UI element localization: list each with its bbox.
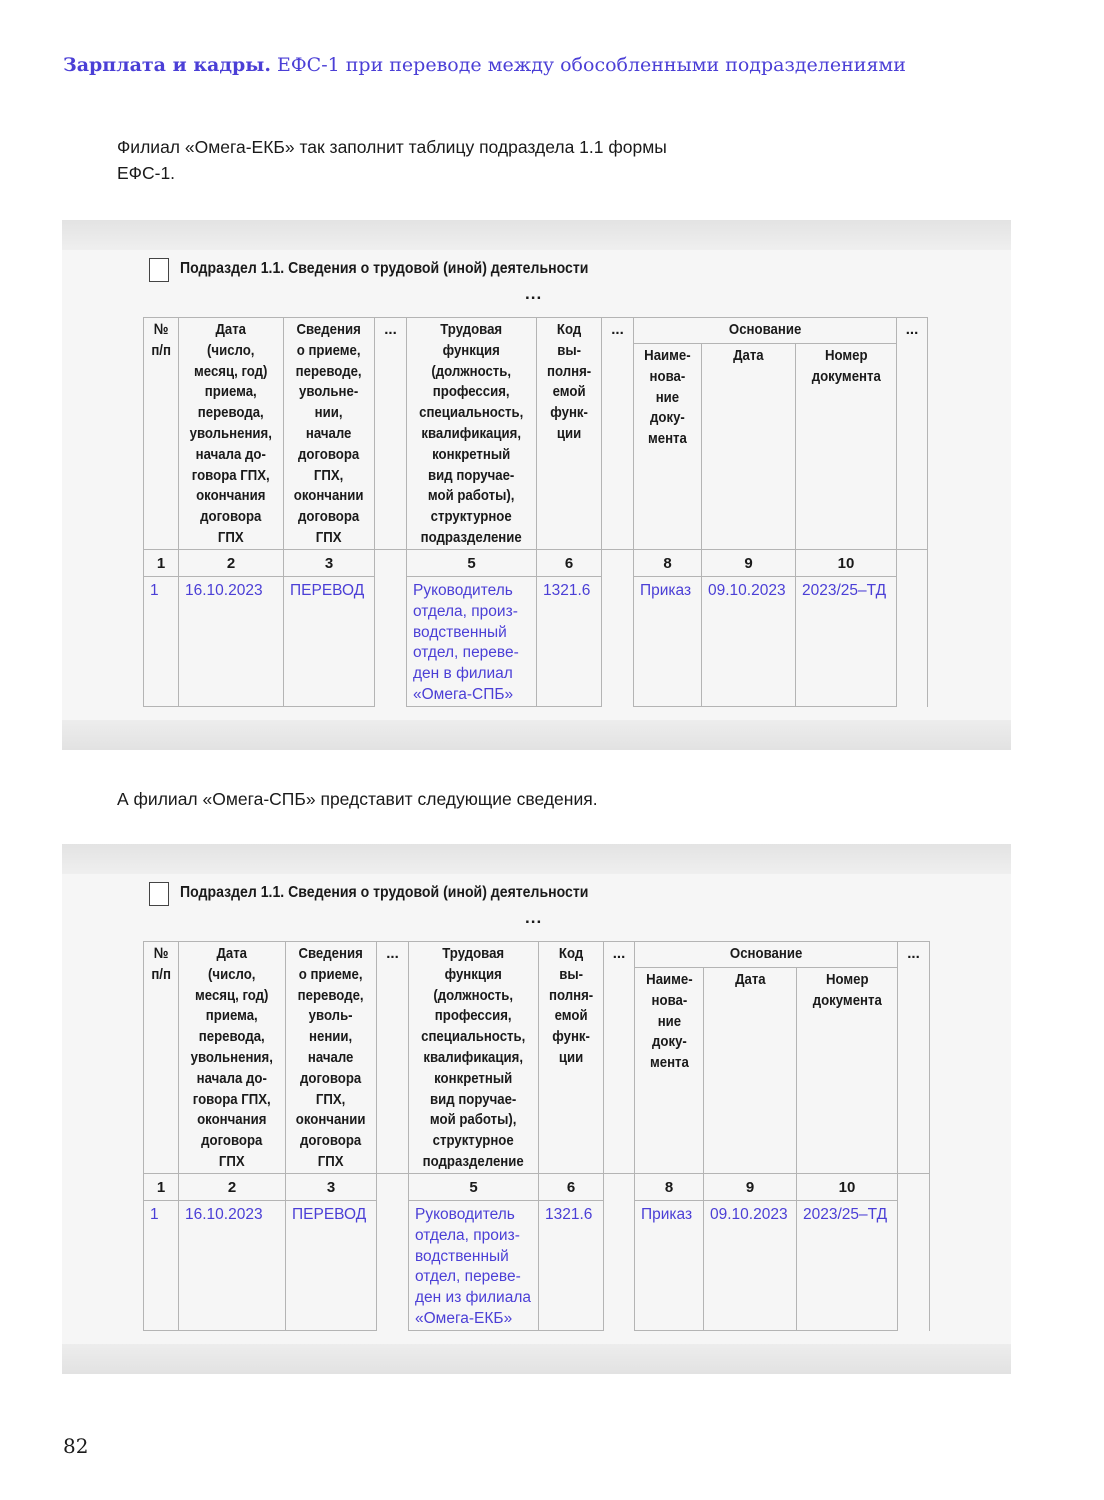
col-header-skip-11: ... xyxy=(897,318,928,550)
header-line: ГПХ xyxy=(218,528,244,546)
cell-skip xyxy=(602,577,634,707)
header-line: ние xyxy=(655,388,680,406)
col-num-skip xyxy=(604,1174,635,1201)
header-line: Код xyxy=(558,945,584,962)
header-line: доку- xyxy=(650,409,685,427)
header-line: нова- xyxy=(651,991,687,1009)
col-num-1: 1 xyxy=(144,1174,179,1201)
header-line: мента xyxy=(649,1054,689,1072)
header-text xyxy=(811,346,880,388)
col-num-2: 2 xyxy=(179,550,284,577)
cell-doc-number: 2023/25–ТД xyxy=(796,577,897,707)
header-text xyxy=(190,320,272,549)
header-line: структурное xyxy=(432,1132,515,1150)
header-line: нова- xyxy=(649,367,686,385)
intro-line-2: ЕФС-1. xyxy=(117,163,176,183)
page-number: 82 xyxy=(63,1434,89,1458)
header-line: перевода, xyxy=(199,1028,265,1046)
col-num-skip xyxy=(898,1174,930,1201)
col-header-basis: Основание xyxy=(635,942,898,968)
table-row xyxy=(144,1201,930,1331)
header-line: ГПХ xyxy=(318,1152,344,1170)
intro-paragraph xyxy=(117,134,667,186)
header-line: полня- xyxy=(548,986,594,1004)
col-num-9: 9 xyxy=(704,1174,797,1201)
header-line: мой работы), xyxy=(428,487,515,505)
header-line: Сведения xyxy=(298,945,364,962)
header-line: окончания xyxy=(196,487,266,505)
header-line: говора ГПХ, xyxy=(192,466,270,484)
col-num-skip xyxy=(377,1174,409,1201)
header-line: вы- xyxy=(559,965,583,983)
header-line: увольнения, xyxy=(189,424,273,442)
header-line: договора xyxy=(200,508,262,526)
header-line: Номер xyxy=(825,971,869,988)
header-line: месяц, год) xyxy=(195,986,269,1004)
header-text xyxy=(644,346,691,450)
header-line: Трудовая xyxy=(440,321,503,338)
cell-doc-number: 2023/25–ТД xyxy=(797,1201,898,1331)
header-line: (должность, xyxy=(431,362,512,380)
col-header-doc-name xyxy=(635,968,704,1174)
header-line: месяц, год) xyxy=(194,362,268,380)
header-line: ГПХ, xyxy=(314,466,344,484)
col-num-1: 1 xyxy=(144,550,179,577)
col-num-2: 2 xyxy=(179,1174,286,1201)
header-line: п/п xyxy=(151,965,171,983)
header-line: Наиме- xyxy=(644,347,691,364)
header-line: Наиме- xyxy=(645,971,693,988)
col-header-doc-number xyxy=(796,344,897,550)
header-line: начале xyxy=(308,1048,354,1066)
col-num-5: 5 xyxy=(407,550,537,577)
cell-number: 1 xyxy=(144,1201,179,1331)
cell-info: ПЕРЕВОД xyxy=(286,1201,377,1331)
header-line: переводе, xyxy=(298,986,364,1004)
header-text xyxy=(549,944,593,1069)
col-header-doc-date xyxy=(704,968,797,1174)
header-line: вид поручае- xyxy=(428,466,515,484)
header-line: специальность, xyxy=(419,404,524,422)
header-line: окончания xyxy=(197,1111,267,1129)
header-line: Номер xyxy=(824,347,868,364)
col-num-3: 3 xyxy=(286,1174,377,1201)
col-num-10: 10 xyxy=(797,1174,898,1201)
col-header-skip-4: ... xyxy=(377,942,409,1174)
header-line: ГПХ, xyxy=(316,1090,346,1108)
header-line: увольнения, xyxy=(190,1048,274,1066)
header-text xyxy=(646,970,693,1074)
header-line: договора xyxy=(298,445,360,463)
col-header-number xyxy=(144,942,179,1174)
col-header-skip-7: ... xyxy=(604,942,635,1174)
header-line: функ- xyxy=(550,404,588,422)
header-text xyxy=(733,346,764,367)
col-header-code xyxy=(539,942,604,1174)
col-num-8: 8 xyxy=(634,550,702,577)
header-line: структурное xyxy=(430,508,513,526)
header-line: ние xyxy=(657,1012,681,1030)
col-header-function xyxy=(409,942,539,1174)
col-header-doc-name xyxy=(634,344,702,550)
subsection-title: Подраздел 1.1. Сведения о трудовой (иной) деятельности xyxy=(180,260,589,277)
header-line: окончании xyxy=(294,487,364,505)
header-line: договора xyxy=(300,1069,362,1087)
middle-paragraph: А филиал «Омега-СПБ» представит следующие сведения. xyxy=(117,789,598,809)
cell-function: Руководитель отдела, произ- водственный отдел, переве- ден в филиал «Омега-СПБ» xyxy=(407,577,537,707)
header-line: квалификация, xyxy=(421,424,522,442)
header-line: подразделение xyxy=(422,1152,525,1170)
header-line: конкретный xyxy=(434,1069,513,1087)
cell-code: 1321.6 xyxy=(537,577,602,707)
cell-doc-name: Приказ xyxy=(634,577,702,707)
header-line: начала до- xyxy=(196,1069,268,1087)
header-line: функция xyxy=(444,965,503,983)
col-header-number xyxy=(144,318,179,550)
header-line: говора ГПХ, xyxy=(193,1090,271,1108)
header-line: ГПХ xyxy=(316,528,342,546)
header-text xyxy=(419,320,523,549)
cell-skip xyxy=(375,577,407,707)
header-line: ции xyxy=(558,1048,584,1066)
header-line: № xyxy=(153,945,169,962)
header-line: функ- xyxy=(552,1028,590,1046)
header-line: (должность, xyxy=(433,986,514,1004)
header-line: переводе, xyxy=(296,362,362,380)
ellipsis: ... xyxy=(525,284,543,303)
header-line: Дата xyxy=(216,945,248,962)
header-line: профессия, xyxy=(433,383,510,401)
col-num-6: 6 xyxy=(537,550,602,577)
header-line: специальность, xyxy=(421,1028,526,1046)
header-line: вид поручае- xyxy=(430,1090,517,1108)
col-header-code xyxy=(537,318,602,550)
col-num-5: 5 xyxy=(409,1174,539,1201)
efs-table-ekb xyxy=(143,317,928,707)
panel-top-band xyxy=(62,844,1011,874)
running-header xyxy=(63,54,906,76)
header-line: окончании xyxy=(296,1111,366,1129)
subsection-checkbox[interactable] xyxy=(149,882,169,906)
header-line: (число, xyxy=(208,965,256,983)
header-section: Зарплата и кадры. xyxy=(63,54,271,76)
panel-bottom-band xyxy=(62,1344,1011,1374)
header-title: ЕФС-1 при переводе между обособленными подразделениями xyxy=(277,54,906,76)
form-panel-ekb xyxy=(62,220,1011,750)
header-line: нении, xyxy=(309,1028,353,1046)
header-text xyxy=(735,970,766,991)
header-line: квалификация, xyxy=(423,1048,524,1066)
col-num-8: 8 xyxy=(635,1174,704,1201)
header-line: подразделение xyxy=(420,528,523,546)
header-text xyxy=(296,944,366,1173)
col-header-basis: Основание xyxy=(634,318,897,344)
cell-skip xyxy=(897,577,928,707)
header-line: емой xyxy=(554,1007,588,1025)
header-line: уволь- xyxy=(309,1007,353,1025)
col-header-skip-7: ... xyxy=(602,318,634,550)
header-line: функция xyxy=(442,341,501,359)
header-line: договора xyxy=(298,508,360,526)
col-num-skip xyxy=(897,550,928,577)
header-line: о приеме, xyxy=(299,965,363,983)
cell-date: 16.10.2023 xyxy=(179,577,284,707)
header-line: увольне- xyxy=(299,383,359,401)
header-line: конкретный xyxy=(432,445,511,463)
cell-code: 1321.6 xyxy=(539,1201,604,1331)
header-line: Дата xyxy=(733,347,764,364)
cell-function: Руководитель отдела, произ- водственный отдел, переве- ден из филиала «Омега-ЕКБ» xyxy=(409,1201,539,1331)
cell-skip xyxy=(898,1201,930,1331)
ellipsis: ... xyxy=(525,908,543,927)
header-line: вы- xyxy=(557,341,581,359)
header-line: Сведения xyxy=(296,321,362,338)
cell-doc-date: 09.10.2023 xyxy=(704,1201,797,1331)
efs-table-spb xyxy=(143,941,930,1331)
header-line: Код xyxy=(556,321,582,338)
cell-doc-date: 09.10.2023 xyxy=(702,577,796,707)
col-header-info xyxy=(286,942,377,1174)
col-header-skip-4: ... xyxy=(375,318,407,550)
header-line: перевода, xyxy=(198,404,264,422)
col-num-9: 9 xyxy=(702,550,796,577)
col-header-skip-11: ... xyxy=(898,942,930,1174)
header-line: мой работы), xyxy=(430,1111,517,1129)
col-header-date xyxy=(179,942,286,1174)
header-line: доку- xyxy=(651,1033,687,1051)
header-line: (число, xyxy=(207,341,255,359)
header-line: начала до- xyxy=(195,445,267,463)
col-header-doc-date xyxy=(702,344,796,550)
header-text xyxy=(151,944,171,986)
header-line: профессия, xyxy=(435,1007,512,1025)
header-line: Дата xyxy=(734,971,766,988)
intro-line-1: Филиал «Омега-ЕКБ» так заполнит таблицу подраздела 1.1 формы xyxy=(117,137,667,157)
col-header-date xyxy=(179,318,284,550)
col-header-function xyxy=(407,318,537,550)
header-line: мента xyxy=(648,430,687,448)
header-line: нии, xyxy=(315,404,343,422)
cell-doc-name: Приказ xyxy=(635,1201,704,1331)
header-text xyxy=(421,944,525,1173)
cell-date: 16.10.2023 xyxy=(179,1201,286,1331)
header-line: документа xyxy=(811,367,881,385)
header-line: приема, xyxy=(206,1007,258,1025)
cell-info: ПЕРЕВОД xyxy=(284,577,375,707)
header-line: начале xyxy=(306,424,352,442)
header-text xyxy=(191,944,273,1173)
col-header-info xyxy=(284,318,375,550)
header-line: № xyxy=(153,321,169,338)
form-panel-spb xyxy=(62,844,1011,1374)
table-row xyxy=(144,577,928,707)
col-header-doc-number xyxy=(797,968,898,1174)
header-line: ГПХ xyxy=(219,1152,245,1170)
header-line: договора xyxy=(201,1132,263,1150)
col-num-10: 10 xyxy=(796,550,897,577)
col-num-3: 3 xyxy=(284,550,375,577)
header-line: о приеме, xyxy=(297,341,361,359)
header-text xyxy=(812,970,881,1012)
header-line: п/п xyxy=(151,341,171,359)
header-line: полня- xyxy=(546,362,592,380)
header-text xyxy=(547,320,591,445)
header-line: приема, xyxy=(205,383,257,401)
panel-top-band xyxy=(62,220,1011,250)
subsection-checkbox[interactable] xyxy=(149,258,169,282)
panel-bottom-band xyxy=(62,720,1011,750)
col-num-skip xyxy=(602,550,634,577)
header-line: документа xyxy=(812,991,882,1009)
header-line: ции xyxy=(556,424,582,442)
subsection-title: Подраздел 1.1. Сведения о трудовой (иной) деятельности xyxy=(180,884,589,901)
header-line: Дата xyxy=(215,321,247,338)
header-text xyxy=(151,320,171,362)
cell-skip xyxy=(377,1201,409,1331)
cell-skip xyxy=(604,1201,635,1331)
header-line: емой xyxy=(552,383,586,401)
header-line: Трудовая xyxy=(442,945,505,962)
col-num-skip xyxy=(375,550,407,577)
header-text xyxy=(294,320,364,549)
cell-number: 1 xyxy=(144,577,179,707)
col-num-6: 6 xyxy=(539,1174,604,1201)
header-line: договора xyxy=(300,1132,362,1150)
